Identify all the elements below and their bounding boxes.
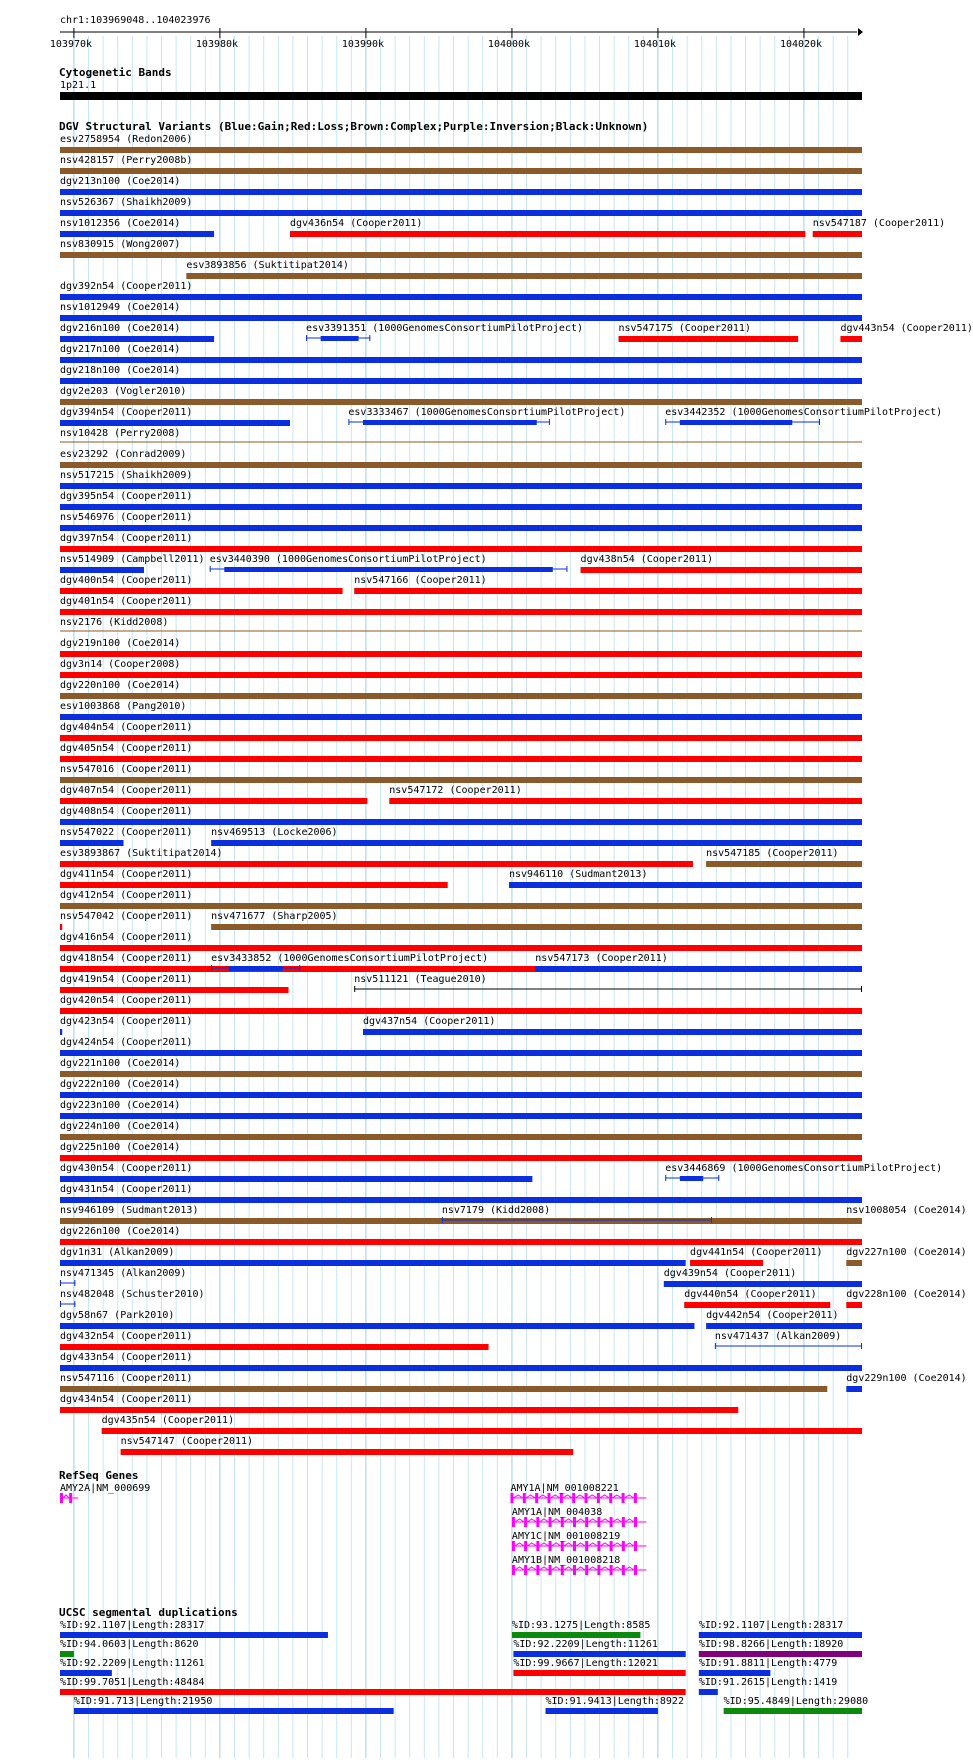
variant-label[interactable]: nsv547016 (Cooper2011) [60,764,193,775]
variant-label[interactable]: esv23292 (Conrad2009) [60,449,187,460]
variant-label[interactable]: nsv547166 (Cooper2011) [354,575,487,586]
variant-label[interactable]: nsv428157 (Perry2008b) [60,155,193,166]
variant-core[interactable] [680,1176,703,1181]
axis-tick-label: 104000k [487,39,531,50]
variant-label[interactable]: dgv225n100 (Coe2014) [60,1142,181,1153]
variant-bar[interactable] [690,1260,763,1266]
variant-bar[interactable] [60,147,862,153]
variant-bar[interactable] [60,1344,489,1350]
variant-bar[interactable] [60,1092,862,1098]
variant-bar[interactable] [290,231,805,237]
variant-bar[interactable] [60,588,343,594]
variant-bar[interactable] [706,861,862,867]
variant-core[interactable] [224,567,553,572]
variant-bar[interactable] [60,546,862,552]
variant-label[interactable]: esv3433852 (1000GenomesConsortiumPilotProject) [211,953,489,964]
variant-bar[interactable] [60,525,862,531]
gene-label[interactable]: AMY1C|NM_001008219 [511,1531,621,1542]
variant-bar[interactable] [60,945,862,951]
variant-label[interactable]: esv3391351 (1000GenomesConsortiumPilotProject) [306,323,583,334]
variant-label[interactable]: dgv1n31 (Alkan2009) [60,1247,175,1258]
variant-label[interactable]: dgv216n100 (Coe2014) [60,323,181,334]
variant-label[interactable]: dgv227n100 (Coe2014) [846,1247,967,1258]
variant-label[interactable]: nsv7179 (Kidd2008) [441,1205,551,1216]
variant-bar[interactable] [846,1260,862,1266]
segdup-bar[interactable] [74,1708,394,1714]
variant-label[interactable]: nsv514909 (Campbell2011) [60,554,205,565]
variant-bar[interactable] [60,1071,862,1077]
variant-label[interactable]: nsv469513 (Locke2006) [211,827,338,838]
variant-bar[interactable] [846,1302,862,1308]
variant-label[interactable]: dgv228n100 (Coe2014) [846,1289,967,1300]
variant-label[interactable]: dgv220n100 (Coe2014) [60,680,181,691]
variant-label[interactable]: dgv418n54 (Cooper2011) [60,953,193,964]
variant-label[interactable]: dgv401n54 (Cooper2011) [60,596,193,607]
variant-label[interactable]: dgv416n54 (Cooper2011) [60,932,193,943]
variant-label[interactable]: dgv419n54 (Cooper2011) [60,974,193,985]
variant-label[interactable]: dgv433n54 (Cooper2011) [60,1352,193,1363]
variant-label[interactable]: esv3440390 (1000GenomesConsortiumPilotProject) [209,554,487,565]
segdup-label[interactable]: %ID:92.1107|Length:28317 [698,1620,844,1631]
segdup-bar[interactable] [699,1651,862,1657]
variant-label[interactable]: nsv517215 (Shaikh2009) [60,470,193,481]
gene-model[interactable] [510,1493,646,1503]
variant-bar[interactable] [60,252,862,258]
segdup-bar[interactable] [699,1632,862,1638]
variant-label[interactable]: dgv420n54 (Cooper2011) [60,995,193,1006]
variant-label[interactable]: nsv547173 (Cooper2011) [535,953,668,964]
gene-label[interactable]: AMY1A|NM_004038 [511,1507,603,1518]
segdup-label[interactable]: %ID:92.1107|Length:28317 [60,1620,205,1631]
variant-bar[interactable] [60,987,289,993]
variant-bar[interactable] [60,672,862,678]
segdup-label[interactable]: %ID:98.8266|Length:18920 [698,1639,844,1650]
variant-bar[interactable] [60,777,862,783]
variant-label[interactable]: dgv430n54 (Cooper2011) [60,1163,193,1174]
variant-label[interactable]: nsv10428 (Perry2008) [60,428,181,439]
variant-label[interactable]: dgv400n54 (Cooper2011) [60,575,193,586]
variant-label[interactable]: dgv436n54 (Cooper2011) [289,218,423,229]
refseq-track-title[interactable]: RefSeq Genes [59,1469,139,1482]
segdup-bar[interactable] [60,1689,686,1695]
variant-label[interactable]: dgv221n100 (Coe2014) [60,1058,181,1069]
variant-bar[interactable] [60,1365,862,1371]
variant-label[interactable]: dgv404n54 (Cooper2011) [60,722,193,733]
variant-bar[interactable] [60,903,862,909]
variant-bar[interactable] [684,1302,830,1308]
variant-bar[interactable] [509,882,862,888]
variant-bar[interactable] [60,756,862,762]
segdup-track-title[interactable]: UCSC segmental duplications [59,1606,238,1619]
gene-model[interactable] [60,1493,78,1503]
variant-bar[interactable] [60,1239,862,1245]
variant-label[interactable]: dgv435n54 (Cooper2011) [101,1415,235,1426]
variant-bar[interactable] [60,861,693,867]
variant-bar[interactable] [60,504,862,510]
variant-label[interactable]: nsv471345 (Alkan2009) [60,1268,187,1279]
segdup-label[interactable]: %ID:99.7051|Length:48484 [60,1677,205,1688]
variant-bar[interactable] [60,609,862,615]
variant-label[interactable]: dgv394n54 (Cooper2011) [60,407,193,418]
variant-bar[interactable] [60,1407,738,1413]
variant-label[interactable]: nsv511121 (Teague2010) [354,974,487,985]
segdup-bar[interactable] [546,1708,658,1714]
variant-label[interactable]: esv2758954 (Redon2006) [60,134,193,145]
variant-bar[interactable] [354,588,862,594]
variant-bar[interactable] [60,819,862,825]
variant-bar[interactable] [102,1428,862,1434]
variant-bar[interactable] [60,168,862,174]
segdup-label[interactable]: %ID:94.0603|Length:8620 [60,1639,199,1650]
variant-bar[interactable] [60,315,862,321]
variant-bar[interactable] [186,273,862,279]
segdup-bar[interactable] [724,1708,862,1714]
cytoband-label: 1p21.1 [60,80,97,91]
gene-model[interactable] [512,1541,646,1551]
variant-bar[interactable] [60,1134,862,1140]
variant-bar[interactable] [664,1281,862,1287]
variant-label[interactable]: nsv547116 (Cooper2011) [60,1373,193,1384]
axis-tick-label: 104020k [779,39,823,50]
variant-bar[interactable] [389,798,862,804]
segdup-bar[interactable] [60,1651,74,1657]
variant-bar[interactable] [60,1218,862,1224]
variant-bar[interactable] [60,1008,862,1014]
variant-bar[interactable] [60,1155,862,1161]
variant-bar[interactable] [60,210,862,216]
variant-label[interactable]: dgv407n54 (Cooper2011) [60,785,193,796]
variant-label[interactable]: dgv443n54 (Cooper2011) [840,323,973,334]
variant-core[interactable] [229,966,283,971]
variant-label[interactable]: dgv58n67 (Park2010) [60,1310,175,1321]
segdup-label[interactable]: %ID:91.713|Length:21950 [73,1696,213,1707]
variant-bar[interactable] [60,1113,862,1119]
variant-label[interactable]: nsv830915 (Wong2007) [60,239,181,250]
variant-label[interactable]: dgv217n100 (Coe2014) [60,344,181,355]
variant-label[interactable]: dgv219n100 (Coe2014) [60,638,181,649]
variant-label[interactable]: nsv526367 (Shaikh2009) [60,197,193,208]
variant-label[interactable]: dgv424n54 (Cooper2011) [60,1037,193,1048]
ruler-axis [60,28,863,38]
variant-label[interactable]: nsv482048 (Schuster2010) [60,1289,205,1300]
variant-label[interactable]: nsv547172 (Cooper2011) [389,785,522,796]
segdup-label[interactable]: %ID:99.9667|Length:12021 [513,1658,658,1669]
variant-bar[interactable] [60,735,862,741]
variant-core[interactable] [363,420,537,425]
variant-bar[interactable] [60,336,214,342]
variant-core[interactable] [321,336,359,341]
segdup-bar[interactable] [699,1670,771,1676]
variant-label[interactable]: nsv1012356 (Coe2014) [60,218,181,229]
variant-label[interactable]: nsv471437 (Alkan2009) [714,1331,842,1342]
variant-bar[interactable] [60,420,290,426]
variant-bar[interactable] [60,1176,532,1182]
segdup-bar[interactable] [513,1670,685,1676]
variant-label[interactable]: dgv442n54 (Cooper2011) [706,1310,839,1321]
variant-label[interactable]: nsv1012949 (Coe2014) [60,302,181,313]
variant-bar[interactable] [813,231,862,237]
variant-label[interactable]: dgv438n54 (Cooper2011) [580,554,713,565]
axis-tick-label: 103990k [341,39,385,50]
segdup-bar[interactable] [512,1632,640,1638]
variant-bar[interactable] [60,693,862,699]
variant-label[interactable]: dgv411n54 (Cooper2011) [60,869,193,880]
variant-bar[interactable] [60,357,862,363]
variant-label[interactable]: dgv213n100 (Coe2014) [60,176,181,187]
variant-label[interactable]: dgv229n100 (Coe2014) [846,1373,967,1384]
segdup-label[interactable]: %ID:92.2209|Length:11261 [60,1658,205,1669]
variant-label[interactable]: dgv441n54 (Cooper2011) [690,1247,823,1258]
axis-tick-label: 104010k [633,39,677,50]
variant-bar[interactable] [840,336,862,342]
variant-label[interactable]: esv3893867 (Suktitipat2014) [60,848,223,859]
variant-label[interactable]: esv1003868 (Pang2010) [60,701,187,712]
variant-label[interactable]: dgv226n100 (Coe2014) [60,1226,181,1237]
segdup-bar[interactable] [60,1670,112,1676]
variant-bar[interactable] [211,924,862,930]
gene-label[interactable]: AMY1A|NM_001008221 [510,1483,619,1494]
variant-label[interactable]: esv3333467 (1000GenomesConsortiumPilotProject) [348,407,626,418]
variant-label[interactable]: dgv223n100 (Coe2014) [60,1100,181,1111]
variant-bar[interactable] [581,567,862,573]
variant-label[interactable]: dgv218n100 (Coe2014) [60,365,181,376]
variant-label[interactable]: nsv547042 (Cooper2011) [60,911,193,922]
variant-bar[interactable] [60,567,144,573]
variant-label[interactable]: dgv434n54 (Cooper2011) [60,1394,193,1405]
variant-bar[interactable] [60,882,448,888]
variant-bar[interactable] [60,1260,686,1266]
variant-label[interactable]: dgv224n100 (Coe2014) [60,1121,181,1132]
variant-label[interactable]: dgv395n54 (Cooper2011) [60,491,193,502]
variant-label[interactable]: dgv392n54 (Cooper2011) [60,281,193,292]
segdup-bar[interactable] [60,1632,328,1638]
variant-label[interactable]: esv3446869 (1000GenomesConsortiumPilotProject) [665,1163,943,1174]
variant-label[interactable]: nsv2176 (Kidd2008) [60,617,169,628]
variant-label[interactable]: dgv432n54 (Cooper2011) [60,1331,193,1342]
variant-label[interactable]: esv3893856 (Suktitipat2014) [186,260,349,271]
locus-label: chr1:103969048..104023976 [60,15,211,26]
variant-bar[interactable] [60,1323,694,1329]
axis-arrow-icon [858,28,863,36]
variant-label[interactable]: nsv1008054 (Coe2014) [846,1205,967,1216]
gene-model[interactable] [512,1517,646,1527]
variant-label[interactable]: dgv437n54 (Cooper2011) [362,1016,496,1027]
variant-label[interactable]: dgv431n54 (Cooper2011) [60,1184,193,1195]
variant-bar[interactable] [846,1386,862,1392]
segdup-label[interactable]: %ID:92.2209|Length:11261 [513,1639,658,1650]
variant-label[interactable]: esv3442352 (1000GenomesConsortiumPilotProject) [665,407,943,418]
variant-bar[interactable] [363,1029,862,1035]
variant-bar[interactable] [706,1323,862,1329]
variant-core[interactable] [680,420,792,425]
variant-bar[interactable] [60,1386,827,1392]
variant-bar[interactable] [619,336,799,342]
axis-tick-label: 103980k [195,39,239,50]
variant-bar[interactable] [60,462,862,468]
axis-tick-label: 103970k [49,39,93,50]
variant-bar[interactable] [60,1050,862,1056]
variant-label[interactable]: dgv397n54 (Cooper2011) [60,533,193,544]
variant-bar[interactable] [60,294,862,300]
variant-label[interactable]: dgv3n14 (Cooper2008) [60,659,181,670]
variant-label[interactable]: dgv2e203 (Vogler2010) [60,386,187,397]
variant-label[interactable]: dgv405n54 (Cooper2011) [60,743,193,754]
variant-bar[interactable] [60,840,124,846]
variant-label[interactable]: dgv222n100 (Coe2014) [60,1079,181,1090]
variant-label[interactable]: nsv471677 (Sharp2005) [211,911,338,922]
segdup-label[interactable]: %ID:91.9413|Length:8922 [545,1696,684,1707]
variant-bar[interactable] [60,399,862,405]
cytoband-track [60,92,862,100]
variant-label[interactable]: dgv440n54 (Cooper2011) [684,1289,817,1300]
gene-label[interactable]: AMY1B|NM_001008218 [511,1555,621,1566]
variant-bar[interactable] [60,924,62,930]
variant-bar[interactable] [60,651,862,657]
variant-label[interactable]: nsv547187 (Cooper2011) [812,218,946,229]
variant-bar[interactable] [60,798,367,804]
variant-bar[interactable] [60,714,862,720]
variant-label[interactable]: nsv547175 (Cooper2011) [618,323,751,334]
segdup-label[interactable]: %ID:95.4849|Length:29080 [723,1696,869,1707]
segdup-label[interactable]: %ID:91.2615|Length:1419 [698,1677,838,1688]
variant-label[interactable]: nsv946110 (Sudmant2013) [509,869,648,880]
variant-label[interactable]: dgv412n54 (Cooper2011) [60,890,193,901]
variant-bar[interactable] [60,1197,862,1203]
variant-label[interactable]: dgv408n54 (Cooper2011) [60,806,193,817]
variant-bar[interactable] [60,1029,62,1035]
gene-model[interactable] [512,1565,646,1575]
gene-label[interactable]: AMY2A|NM_000699 [60,1483,151,1494]
segdup-label[interactable]: %ID:93.1275|Length:8585 [511,1620,651,1631]
variant-bar[interactable] [60,231,214,237]
cytoband-bar[interactable] [60,92,862,100]
variant-label[interactable]: nsv546976 (Cooper2011) [60,512,193,523]
variant-label[interactable]: nsv946109 (Sudmant2013) [60,1205,199,1216]
variant-bar[interactable] [60,378,862,384]
variant-bar[interactable] [535,966,862,972]
cytoband-track-title[interactable]: Cytogenetic Bands [59,66,172,79]
variant-bar[interactable] [121,1449,574,1455]
variant-label[interactable]: nsv547022 (Cooper2011) [60,827,193,838]
segdup-bar[interactable] [699,1689,718,1695]
variant-label[interactable]: nsv547147 (Cooper2011) [120,1436,254,1447]
variant-label[interactable]: dgv423n54 (Cooper2011) [60,1016,193,1027]
segdup-label[interactable]: %ID:91.8811|Length:4779 [698,1658,838,1669]
variant-label[interactable]: dgv439n54 (Cooper2011) [663,1268,797,1279]
segdup-bar[interactable] [513,1651,685,1657]
variant-bar[interactable] [60,483,862,489]
variant-bar[interactable] [60,189,862,195]
variant-label[interactable]: nsv547185 (Cooper2011) [706,848,839,859]
variant-bar[interactable] [211,840,862,846]
dgv-track-title[interactable]: DGV Structural Variants (Blue:Gain;Red:Loss;Brown:Complex;Purple:Inversion;Black:Unknown) [59,120,649,133]
variant-bar[interactable] [846,1218,862,1224]
